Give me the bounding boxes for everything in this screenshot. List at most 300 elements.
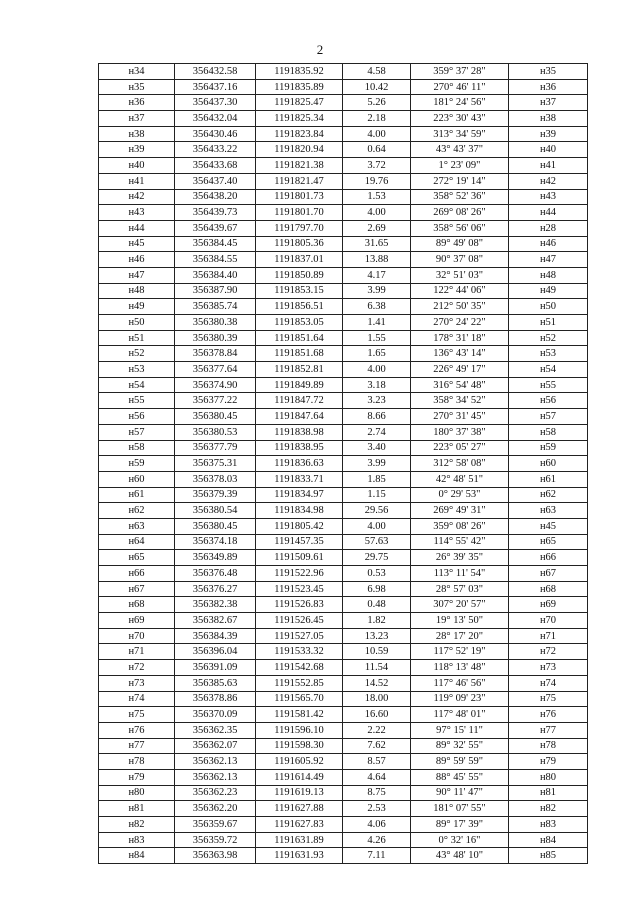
length-cell: 10.42 <box>343 79 411 95</box>
x-coordinate-cell: 356362.20 <box>175 801 256 817</box>
x-coordinate-cell: 356370.09 <box>175 707 256 723</box>
table-row <box>99 707 588 723</box>
x-coordinate-cell: 356359.72 <box>175 832 256 848</box>
length-cell: 1.15 <box>343 487 411 503</box>
table-row <box>99 613 588 629</box>
length-cell: 10.59 <box>343 644 411 660</box>
y-coordinate-cell: 1191820.94 <box>256 142 343 158</box>
x-coordinate-cell: 356432.04 <box>175 111 256 127</box>
direction-angle-cell: 358° 52' 36" <box>411 189 509 205</box>
x-coordinate-cell: 356385.63 <box>175 675 256 691</box>
table-row <box>99 362 588 378</box>
length-cell: 2.22 <box>343 722 411 738</box>
direction-angle-cell: 269° 49' 31" <box>411 503 509 519</box>
point-to-cell: н65 <box>509 534 588 550</box>
y-coordinate-cell: 1191797.70 <box>256 220 343 236</box>
direction-angle-cell: 19° 13' 50" <box>411 613 509 629</box>
point-from-cell: н55 <box>99 393 175 409</box>
table-row <box>99 111 588 127</box>
table-row <box>99 848 588 864</box>
point-to-cell: н38 <box>509 111 588 127</box>
point-from-cell: н67 <box>99 581 175 597</box>
x-coordinate-cell: 356382.67 <box>175 613 256 629</box>
point-to-cell: н41 <box>509 158 588 174</box>
table-row <box>99 205 588 221</box>
y-coordinate-cell: 1191627.88 <box>256 801 343 817</box>
point-from-cell: н70 <box>99 628 175 644</box>
point-from-cell: н47 <box>99 267 175 283</box>
point-from-cell: н77 <box>99 738 175 754</box>
x-coordinate-cell: 356384.39 <box>175 628 256 644</box>
y-coordinate-cell: 1191834.97 <box>256 487 343 503</box>
point-from-cell: н34 <box>99 64 175 80</box>
direction-angle-cell: 316° 54' 48" <box>411 377 509 393</box>
y-coordinate-cell: 1191821.38 <box>256 158 343 174</box>
y-coordinate-cell: 1191835.92 <box>256 64 343 80</box>
length-cell: 4.58 <box>343 64 411 80</box>
length-cell: 4.00 <box>343 126 411 142</box>
point-to-cell: н55 <box>509 377 588 393</box>
point-to-cell: н56 <box>509 393 588 409</box>
y-coordinate-cell: 1191825.34 <box>256 111 343 127</box>
x-coordinate-cell: 356362.13 <box>175 769 256 785</box>
point-to-cell: н68 <box>509 581 588 597</box>
table-row <box>99 409 588 425</box>
x-coordinate-cell: 356439.73 <box>175 205 256 221</box>
point-from-cell: н42 <box>99 189 175 205</box>
direction-angle-cell: 117° 46' 56" <box>411 675 509 691</box>
table-row <box>99 79 588 95</box>
direction-angle-cell: 270° 31' 45" <box>411 409 509 425</box>
x-coordinate-cell: 356380.38 <box>175 315 256 331</box>
table-row <box>99 503 588 519</box>
point-to-cell: н53 <box>509 346 588 362</box>
direction-angle-cell: 90° 11' 47" <box>411 785 509 801</box>
table-row <box>99 550 588 566</box>
x-coordinate-cell: 356433.22 <box>175 142 256 158</box>
direction-angle-cell: 223° 30' 43" <box>411 111 509 127</box>
x-coordinate-cell: 356376.48 <box>175 566 256 582</box>
x-coordinate-cell: 356374.18 <box>175 534 256 550</box>
y-coordinate-cell: 1191605.92 <box>256 754 343 770</box>
length-cell: 1.82 <box>343 613 411 629</box>
point-from-cell: н38 <box>99 126 175 142</box>
point-from-cell: н45 <box>99 236 175 252</box>
point-from-cell: н75 <box>99 707 175 723</box>
direction-angle-cell: 359° 37' 28" <box>411 64 509 80</box>
table-row <box>99 597 588 613</box>
direction-angle-cell: 0° 29' 53" <box>411 487 509 503</box>
direction-angle-cell: 307° 20' 57" <box>411 597 509 613</box>
point-to-cell: н83 <box>509 817 588 833</box>
y-coordinate-cell: 1191834.98 <box>256 503 343 519</box>
point-to-cell: н58 <box>509 424 588 440</box>
direction-angle-cell: 223° 05' 27" <box>411 440 509 456</box>
x-coordinate-cell: 356363.98 <box>175 848 256 864</box>
point-to-cell: н75 <box>509 691 588 707</box>
point-from-cell: н73 <box>99 675 175 691</box>
y-coordinate-cell: 1191838.95 <box>256 440 343 456</box>
direction-angle-cell: 113° 11' 54" <box>411 566 509 582</box>
point-from-cell: н61 <box>99 487 175 503</box>
point-from-cell: н54 <box>99 377 175 393</box>
y-coordinate-cell: 1191542.68 <box>256 660 343 676</box>
length-cell: 16.60 <box>343 707 411 723</box>
point-to-cell: н73 <box>509 660 588 676</box>
direction-angle-cell: 270° 46' 11" <box>411 79 509 95</box>
point-from-cell: н53 <box>99 362 175 378</box>
y-coordinate-cell: 1191850.89 <box>256 267 343 283</box>
table-row <box>99 315 588 331</box>
length-cell: 4.64 <box>343 769 411 785</box>
x-coordinate-cell: 356396.04 <box>175 644 256 660</box>
y-coordinate-cell: 1191526.83 <box>256 597 343 613</box>
point-to-cell: н62 <box>509 487 588 503</box>
y-coordinate-cell: 1191596.10 <box>256 722 343 738</box>
length-cell: 18.00 <box>343 691 411 707</box>
length-cell: 6.38 <box>343 299 411 315</box>
direction-angle-cell: 181° 24' 56" <box>411 95 509 111</box>
length-cell: 31.65 <box>343 236 411 252</box>
table-row <box>99 440 588 456</box>
length-cell: 2.53 <box>343 801 411 817</box>
table-row <box>99 283 588 299</box>
table-row <box>99 754 588 770</box>
length-cell: 3.23 <box>343 393 411 409</box>
point-from-cell: н49 <box>99 299 175 315</box>
direction-angle-cell: 89° 59' 59" <box>411 754 509 770</box>
x-coordinate-cell: 356375.31 <box>175 456 256 472</box>
length-cell: 7.62 <box>343 738 411 754</box>
table-row <box>99 660 588 676</box>
table-row <box>99 142 588 158</box>
length-cell: 29.56 <box>343 503 411 519</box>
table-row <box>99 236 588 252</box>
direction-angle-cell: 119° 09' 23" <box>411 691 509 707</box>
point-to-cell: н50 <box>509 299 588 315</box>
point-from-cell: н40 <box>99 158 175 174</box>
point-from-cell: н44 <box>99 220 175 236</box>
y-coordinate-cell: 1191619.13 <box>256 785 343 801</box>
direction-angle-cell: 181° 07' 55" <box>411 801 509 817</box>
point-to-cell: н84 <box>509 832 588 848</box>
point-from-cell: н50 <box>99 315 175 331</box>
point-to-cell: н46 <box>509 236 588 252</box>
table-row <box>99 64 588 80</box>
y-coordinate-cell: 1191509.61 <box>256 550 343 566</box>
point-to-cell: н67 <box>509 566 588 582</box>
direction-angle-cell: 117° 52' 19" <box>411 644 509 660</box>
length-cell: 1.65 <box>343 346 411 362</box>
point-to-cell: н48 <box>509 267 588 283</box>
y-coordinate-cell: 1191523.45 <box>256 581 343 597</box>
y-coordinate-cell: 1191526.45 <box>256 613 343 629</box>
point-to-cell: н71 <box>509 628 588 644</box>
direction-angle-cell: 313° 34' 59" <box>411 126 509 142</box>
table-row <box>99 189 588 205</box>
x-coordinate-cell: 356380.53 <box>175 424 256 440</box>
point-to-cell: н76 <box>509 707 588 723</box>
y-coordinate-cell: 1191598.30 <box>256 738 343 754</box>
point-to-cell: н69 <box>509 597 588 613</box>
x-coordinate-cell: 356384.55 <box>175 252 256 268</box>
direction-angle-cell: 88° 45' 55" <box>411 769 509 785</box>
direction-angle-cell: 272° 19' 14" <box>411 173 509 189</box>
point-from-cell: н46 <box>99 252 175 268</box>
y-coordinate-cell: 1191801.70 <box>256 205 343 221</box>
length-cell: 3.99 <box>343 456 411 472</box>
x-coordinate-cell: 356377.22 <box>175 393 256 409</box>
y-coordinate-cell: 1191457.35 <box>256 534 343 550</box>
direction-angle-cell: 122° 44' 06" <box>411 283 509 299</box>
length-cell: 1.41 <box>343 315 411 331</box>
y-coordinate-cell: 1191851.64 <box>256 330 343 346</box>
x-coordinate-cell: 356437.16 <box>175 79 256 95</box>
table-row <box>99 518 588 534</box>
length-cell: 2.18 <box>343 111 411 127</box>
length-cell: 14.52 <box>343 675 411 691</box>
point-to-cell: н47 <box>509 252 588 268</box>
point-from-cell: н74 <box>99 691 175 707</box>
x-coordinate-cell: 356359.67 <box>175 817 256 833</box>
direction-angle-cell: 270° 24' 22" <box>411 315 509 331</box>
x-coordinate-cell: 356384.45 <box>175 236 256 252</box>
table-row <box>99 377 588 393</box>
length-cell: 13.88 <box>343 252 411 268</box>
direction-angle-cell: 1° 23' 09" <box>411 158 509 174</box>
y-coordinate-cell: 1191825.47 <box>256 95 343 111</box>
point-from-cell: н64 <box>99 534 175 550</box>
table-row <box>99 267 588 283</box>
direction-angle-cell: 117° 48' 01" <box>411 707 509 723</box>
table-row <box>99 832 588 848</box>
point-to-cell: н82 <box>509 801 588 817</box>
y-coordinate-cell: 1191522.96 <box>256 566 343 582</box>
point-to-cell: н59 <box>509 440 588 456</box>
table-row <box>99 769 588 785</box>
direction-angle-cell: 89° 32' 55" <box>411 738 509 754</box>
direction-angle-cell: 97° 15' 11" <box>411 722 509 738</box>
length-cell: 13.23 <box>343 628 411 644</box>
length-cell: 6.98 <box>343 581 411 597</box>
point-to-cell: н57 <box>509 409 588 425</box>
x-coordinate-cell: 356437.40 <box>175 173 256 189</box>
point-to-cell: н54 <box>509 362 588 378</box>
y-coordinate-cell: 1191614.49 <box>256 769 343 785</box>
x-coordinate-cell: 356362.07 <box>175 738 256 754</box>
y-coordinate-cell: 1191801.73 <box>256 189 343 205</box>
length-cell: 8.75 <box>343 785 411 801</box>
table-row <box>99 722 588 738</box>
y-coordinate-cell: 1191565.70 <box>256 691 343 707</box>
length-cell: 8.66 <box>343 409 411 425</box>
y-coordinate-cell: 1191821.47 <box>256 173 343 189</box>
y-coordinate-cell: 1191856.51 <box>256 299 343 315</box>
point-to-cell: н52 <box>509 330 588 346</box>
length-cell: 4.00 <box>343 518 411 534</box>
y-coordinate-cell: 1191552.85 <box>256 675 343 691</box>
x-coordinate-cell: 356376.27 <box>175 581 256 597</box>
point-from-cell: н78 <box>99 754 175 770</box>
point-to-cell: н51 <box>509 315 588 331</box>
x-coordinate-cell: 356377.64 <box>175 362 256 378</box>
table-row <box>99 173 588 189</box>
x-coordinate-cell: 356384.40 <box>175 267 256 283</box>
direction-angle-cell: 43° 48' 10" <box>411 848 509 864</box>
y-coordinate-cell: 1191853.15 <box>256 283 343 299</box>
y-coordinate-cell: 1191823.84 <box>256 126 343 142</box>
y-coordinate-cell: 1191837.01 <box>256 252 343 268</box>
length-cell: 0.53 <box>343 566 411 582</box>
direction-angle-cell: 180° 37' 38" <box>411 424 509 440</box>
point-to-cell: н81 <box>509 785 588 801</box>
x-coordinate-cell: 356438.20 <box>175 189 256 205</box>
length-cell: 2.74 <box>343 424 411 440</box>
point-to-cell: н43 <box>509 189 588 205</box>
y-coordinate-cell: 1191853.05 <box>256 315 343 331</box>
y-coordinate-cell: 1191627.83 <box>256 817 343 833</box>
length-cell: 4.17 <box>343 267 411 283</box>
table-row <box>99 675 588 691</box>
direction-angle-cell: 28° 17' 20" <box>411 628 509 644</box>
y-coordinate-cell: 1191833.71 <box>256 471 343 487</box>
length-cell: 0.48 <box>343 597 411 613</box>
table-row <box>99 330 588 346</box>
table-row <box>99 220 588 236</box>
point-from-cell: н59 <box>99 456 175 472</box>
point-from-cell: н76 <box>99 722 175 738</box>
y-coordinate-cell: 1191581.42 <box>256 707 343 723</box>
x-coordinate-cell: 356374.90 <box>175 377 256 393</box>
table-row <box>99 566 588 582</box>
length-cell: 5.26 <box>343 95 411 111</box>
direction-angle-cell: 312° 58' 08" <box>411 456 509 472</box>
point-from-cell: н72 <box>99 660 175 676</box>
table-row <box>99 158 588 174</box>
point-from-cell: н57 <box>99 424 175 440</box>
point-to-cell: н36 <box>509 79 588 95</box>
point-to-cell: н39 <box>509 126 588 142</box>
direction-angle-cell: 136° 43' 14" <box>411 346 509 362</box>
direction-angle-cell: 90° 37' 08" <box>411 252 509 268</box>
point-from-cell: н60 <box>99 471 175 487</box>
point-to-cell: н61 <box>509 471 588 487</box>
length-cell: 1.85 <box>343 471 411 487</box>
y-coordinate-cell: 1191847.72 <box>256 393 343 409</box>
direction-angle-cell: 358° 56' 06" <box>411 220 509 236</box>
point-from-cell: н83 <box>99 832 175 848</box>
point-from-cell: н66 <box>99 566 175 582</box>
y-coordinate-cell: 1191631.93 <box>256 848 343 864</box>
length-cell: 1.53 <box>343 189 411 205</box>
direction-angle-cell: 212° 50' 35" <box>411 299 509 315</box>
x-coordinate-cell: 356349.89 <box>175 550 256 566</box>
point-to-cell: н60 <box>509 456 588 472</box>
point-to-cell: н78 <box>509 738 588 754</box>
point-from-cell: н81 <box>99 801 175 817</box>
direction-angle-cell: 118° 13' 48" <box>411 660 509 676</box>
point-from-cell: н43 <box>99 205 175 221</box>
x-coordinate-cell: 356433.68 <box>175 158 256 174</box>
table-row <box>99 738 588 754</box>
x-coordinate-cell: 356430.46 <box>175 126 256 142</box>
point-from-cell: н69 <box>99 613 175 629</box>
direction-angle-cell: 358° 34' 52" <box>411 393 509 409</box>
point-from-cell: н56 <box>99 409 175 425</box>
direction-angle-cell: 89° 49' 08" <box>411 236 509 252</box>
direction-angle-cell: 0° 32' 16" <box>411 832 509 848</box>
point-from-cell: н58 <box>99 440 175 456</box>
y-coordinate-cell: 1191852.81 <box>256 362 343 378</box>
point-to-cell: н28 <box>509 220 588 236</box>
x-coordinate-cell: 356362.23 <box>175 785 256 801</box>
table-row <box>99 487 588 503</box>
direction-angle-cell: 359° 08' 26" <box>411 518 509 534</box>
coordinates-table <box>98 63 588 864</box>
y-coordinate-cell: 1191836.63 <box>256 456 343 472</box>
x-coordinate-cell: 356382.38 <box>175 597 256 613</box>
length-cell: 4.00 <box>343 205 411 221</box>
point-to-cell: н35 <box>509 64 588 80</box>
coordinates-table-body <box>99 64 588 864</box>
y-coordinate-cell: 1191851.68 <box>256 346 343 362</box>
x-coordinate-cell: 356380.45 <box>175 518 256 534</box>
length-cell: 4.26 <box>343 832 411 848</box>
point-to-cell: н85 <box>509 848 588 864</box>
x-coordinate-cell: 356380.45 <box>175 409 256 425</box>
point-from-cell: н35 <box>99 79 175 95</box>
point-from-cell: н48 <box>99 283 175 299</box>
length-cell: 3.18 <box>343 377 411 393</box>
length-cell: 3.99 <box>343 283 411 299</box>
point-from-cell: н62 <box>99 503 175 519</box>
table-row <box>99 126 588 142</box>
table-row <box>99 95 588 111</box>
point-to-cell: н80 <box>509 769 588 785</box>
point-from-cell: н65 <box>99 550 175 566</box>
point-from-cell: н63 <box>99 518 175 534</box>
length-cell: 3.40 <box>343 440 411 456</box>
point-to-cell: н44 <box>509 205 588 221</box>
x-coordinate-cell: 356362.13 <box>175 754 256 770</box>
point-from-cell: н82 <box>99 817 175 833</box>
point-from-cell: н41 <box>99 173 175 189</box>
point-to-cell: н72 <box>509 644 588 660</box>
length-cell: 1.55 <box>343 330 411 346</box>
y-coordinate-cell: 1191631.89 <box>256 832 343 848</box>
table-row <box>99 471 588 487</box>
x-coordinate-cell: 356432.58 <box>175 64 256 80</box>
table-row <box>99 534 588 550</box>
length-cell: 0.64 <box>343 142 411 158</box>
point-from-cell: н68 <box>99 597 175 613</box>
x-coordinate-cell: 356387.90 <box>175 283 256 299</box>
point-to-cell: н40 <box>509 142 588 158</box>
point-to-cell: н63 <box>509 503 588 519</box>
x-coordinate-cell: 356377.79 <box>175 440 256 456</box>
y-coordinate-cell: 1191533.32 <box>256 644 343 660</box>
length-cell: 4.06 <box>343 817 411 833</box>
direction-angle-cell: 114° 55' 42" <box>411 534 509 550</box>
direction-angle-cell: 89° 17' 39" <box>411 817 509 833</box>
direction-angle-cell: 269° 08' 26" <box>411 205 509 221</box>
page-number: 2 <box>316 42 324 57</box>
table-row <box>99 456 588 472</box>
length-cell: 8.57 <box>343 754 411 770</box>
x-coordinate-cell: 356378.86 <box>175 691 256 707</box>
x-coordinate-cell: 356391.09 <box>175 660 256 676</box>
point-to-cell: н70 <box>509 613 588 629</box>
